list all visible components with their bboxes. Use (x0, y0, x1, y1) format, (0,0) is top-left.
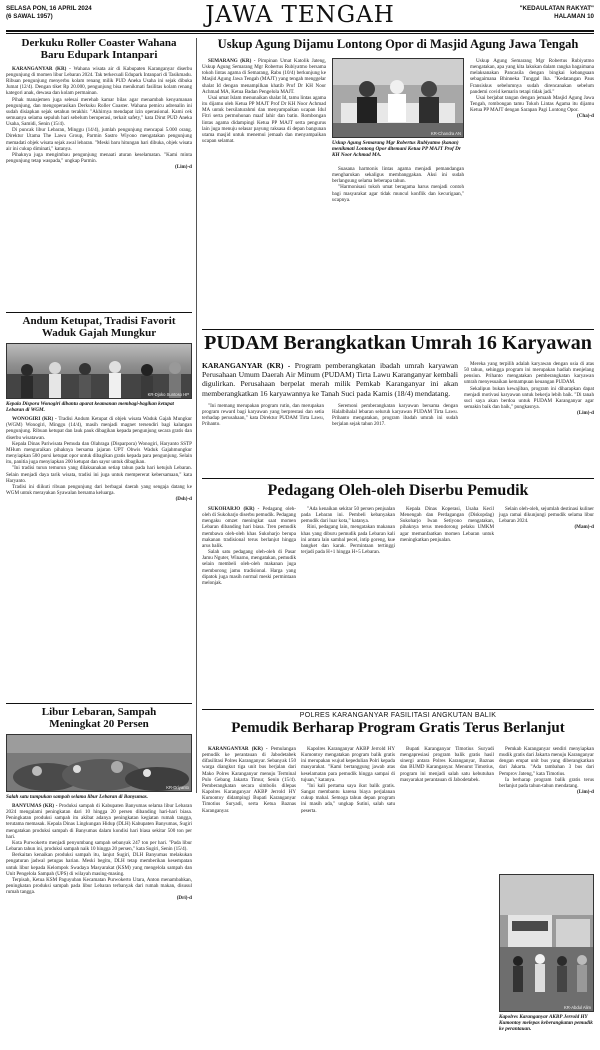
paragraph: Usai umat Islam menunaikan shalat Id, tamu lintas agama itu dijamu oleh Ketua PP MAJT Prof Dr KH Noor Achmad MA untuk bersilaturahmi dan menyampaikan ucapan Idul Fitri serta permohonan maaf lahir dan batin. Rombongan lintas agama didampingi Ketua PP MAJT serta pengurus lain juga menuju selasar payung raksasa di depan bangunan utama masjid untuk menemui jemaah dan menyampaikan ucapan selamat. (202, 94, 326, 145)
dateline: BANYUMAS (KR) - (12, 802, 58, 809)
paragraph: Pihaknya juga mengimbau pengunjung menaati aturan keselamatan. "Kami minta pengunjung tetap waspada," ungkap Parmin. (6, 151, 192, 165)
article-pemudik (202, 712, 594, 1044)
masthead-rule (6, 30, 594, 32)
bus-photo-illustration (500, 875, 593, 1011)
photo-credit: KR-Abdul Alim (564, 1005, 591, 1010)
paragraph: Pimpinan Umat Katolik Jateng, Uskup Agung Semarang Mgr Robertus Rubiyatmo bersama tokoh lintas agama di Semarang, Rabu (10/4) berkunjung ke Masjid Agung Jawa Tengah (MAJT) yang tengah menggelar shalat Id dengan menampilkan khatib Prof Dr KH Noor Achmad MA, Ketua Badan Pengelola MAJT. (202, 58, 327, 95)
paragraph: Produksi sampah di Kabupaten Banyumas selama libur Lebaran 2024 mengalami peningkatan dari 10 hingga 20 persen dibanding hari-hari biasa. Peningkatan produksi sampah itu akibat adanya peningkatan kegiatan rumah tangga, terutama memasak. Kepala Dinas Lingkungan Hidup (DLH) Kabupaten Banyumas, Sugiri mengatakan produksi sampah di Banyumas dalam kondisi hari biasa sekitar 500 ton per hari. (6, 802, 192, 840)
paragraph: Seremoni pemberangkatan karyawan bersama dengan Halalbihalal lebaran seluruh karyawan PUDAM Tirta Lawu. Prihanto mengatakan, program ibadah umrah ini sudah berjalan sejak tahun 2017. (332, 403, 458, 428)
page-number: HALAMAN 10 (554, 13, 594, 20)
page-section-title: JAWA TENGAH (205, 2, 395, 28)
article-headline: Pedagang Oleh-oleh Diserbu Pemudik (267, 482, 529, 499)
article-body-column-1 (202, 403, 324, 475)
author-code: (Dri)-d (176, 895, 192, 902)
article-headline: Uskup Agung Dijamu Lontong Opor di Masjid Agung Jawa Tengah (217, 38, 579, 51)
article-separator (202, 709, 594, 710)
dateline: KARANGANYAR (KR) - (208, 746, 268, 752)
article-headline: PUDAM Berangkatkan Umrah 16 Karyawan (204, 333, 592, 354)
article-separator (202, 478, 594, 479)
dateline: KARANGANYAR (KR) - (202, 361, 291, 370)
article-body-column-3 (470, 58, 594, 324)
crowd-photo-illustration (7, 344, 191, 398)
article-body-column-4 (499, 506, 594, 706)
photo-caption: Salah satu tumpukan sampah selama libur Lebaran di Banyumas. (6, 793, 148, 800)
paragraph: "Ada kenaikan sekitar 50 persen penjualan pada Lebaran ini. Pembeli kebanyakan pemudik dari luar kota," katanya. (301, 506, 395, 525)
article-pedagang (202, 482, 594, 706)
masthead-date (6, 5, 146, 21)
article-body-column-2 (332, 403, 458, 475)
meeting-photo-illustration (333, 59, 463, 137)
date-line: SELASA PON, 16 APRIL 2024 (6, 5, 92, 12)
article-body (6, 66, 192, 171)
paragraph: Tradisi ini diikuti ribuan pengunjung dari berbagai daerah yang sengaja datang ke WGM untuk merayakan Syawalan bersama keluarga. (6, 483, 192, 497)
author-code: (Lim)-d (577, 789, 594, 796)
paragraph: Suasana harmonis lintas agama menjadi pemandangan mengharukan sekaligus membanggakan. Aksi ini sudah berlangsung selama beberapa tahun. (332, 166, 464, 185)
article-headline: Pemudik Berharap Program Gratis Terus Berlanjut (231, 720, 565, 736)
paragraph: Kota Purwokerto menjadi penyumbang sampah sebanyak 247 ton per hari. "Pada libur Lebaran tahun ini, produksi sampah naik 10 hingga 20 persen," kata Sugiri, Senin (15/4). (6, 839, 192, 853)
hijri-date-line: (6 SAWAL 1957) (6, 13, 53, 20)
photo-credit: KR-Chandra AN (430, 131, 461, 136)
paragraph: Kepala Dinas Koperasi, Usaha Kecil Menengah dan Perdagangan (Diskopdag) Sukoharjo Iwan Setiyono mengatakan, pihaknya terus mendorong pelaku UMKM agar memanfaatkan momen Lebaran untuk meningkatkan penjualan. (400, 506, 494, 543)
dateline: SEMARANG (KR) - (208, 58, 256, 64)
photo-caption: Kapolres Karanganyar AKBP Jerrold HY Kumontoy melepas keberangkatan pemudik ke perantauan. (499, 1014, 593, 1033)
article-body-column-1 (202, 506, 296, 706)
paragraph: "Harmonisasi tokoh umat beragama harus menjadi contoh bagi masyarakat agar tidak muncul konflik dan kecurigaan," ucapnya. (332, 184, 464, 203)
paragraph: "Ini memang merupakan program rutin, dan merupakan program reward bagi karyawan yang berprestasi dan setia terhadap perusahaan," kata Direktur PUDAM Tirta Lawu, Prihanto. (202, 403, 324, 428)
paragraph: Berkaitan kenaikan produksi sampah itu, lanjut Sugiri, DLH Banyumas melakukan pengaturan jadwal petugas harian. Meski begitu, DLH tetap memberikan kesempatan untuk libur kepada Kelompok Swadaya Masyarakat (KSM) yang mengelola sampah dan Unit Pengelola Sampah (UPS) di wilayah masing-masing. (6, 852, 192, 877)
photo-credit: KR-Driyanto (166, 784, 189, 790)
paragraph: Selain oleh-oleh, sejumlah destinasi kuliner juga ramai dikunjungi pemudik selama libur Lebaran 2024. (499, 506, 594, 525)
article-roller-coaster (6, 38, 192, 310)
article-body-column-3 (400, 746, 494, 1044)
paragraph: Salah satu pedagang oleh-oleh di Pasar Jamu Nguter, Winarno, mengatakan, pemudik selain membeli oleh-oleh makanan juga memborong jamu tradisional. Harga yang dipatok juga masih normal meski permintaan melonjak. (202, 549, 296, 586)
article-kicker: POLRES KARANGANYAR FASILITASI ANGKUTAN BALIK (299, 712, 497, 719)
paragraph: Rini, pedagang lain, mengatakan makanan khas yang diburu pemudik pada Lebaran kali ini antara lain sambal pecel, intip goreng, kue bangket dan karak. Permintaan tertinggi terjadi pada H+1 hingga H+5 Lebaran. (301, 524, 395, 556)
paragraph: Bupati Karanganyar Timotius Suryadi mengapresiasi program balik gratis hasil sinergi antara Polres Karanganyar, Baznas dan BUMD Karanganyar. Menurut Timotius, program ini menjadi salah satu kebutuhan masyarakat perantauan di Jabodetabek. (400, 746, 494, 783)
garbage-photo-illustration (7, 735, 191, 791)
paragraph: Uskup Agung Semarang Mgr Robertus Rubiyatmo mengatakan, apa yang kita lakukan dalam rangka bagaimana melaksanakan Pancasila dengan bingkai kebangsaan sebagaimana Bhinneka Tunggal Ika. "Kedatangan Paus Fransiskus sebelumnya sudah direncanakan sebelum pandemi covid kemarin tetapi tidak jadi." (470, 58, 594, 95)
article-body-column-4 (499, 746, 594, 870)
masthead-rule-thin (6, 33, 594, 34)
article-body-column-1 (202, 746, 296, 1044)
article-separator (202, 329, 594, 330)
paragraph: "Ini kali pertama saya ikut balik gratis. Sangat membantu karena biaya perjalanan cukup mahal. Semoga tahun depan program ini masih ada," ungkap Sutini, salah satu peserta. (301, 782, 395, 814)
paragraph: Di puncak libur Lebaran, Minggu (14/4), jumlah pengunjung mencapai 5.000 orang. Direktur Utama The Lawu Group, Parmin Sastro Wiyono mengatakan pengunjung memadati objek wisata sejak awal lebaran. "Meski baru hitungan hari dibuka, objek wisata air ini cukup diminati," katanya. (6, 127, 192, 152)
article-body-column-2 (332, 166, 464, 324)
dateline: KARANGANYAR (KR) - (12, 65, 71, 72)
article-separator (6, 312, 192, 313)
article-uskup-agung (202, 38, 594, 326)
paragraph: Pemkab Karanganyar sendiri menyiapkan mudik gratis dari Jakarta menuju Karanganyar dengan empat unit bus yang diberangkatkan dari Jakarta. "Ada tambahan 3 bus dari Pemprov Jateng," kata Timotius. (499, 746, 594, 777)
paragraph: Sekalipun bukan kewajiban, program ini diharapkan dapat menjadi motivasi karyawan untuk bekerja lebih baik. "Di tanah suci saya akan berdoa untuk PUDAM Karanganyar agar semakin baik dan baik," pungkasnya. (464, 385, 594, 411)
author-code: (Dsh)-d (175, 496, 192, 503)
author-code: (Mam)-d (574, 524, 594, 531)
paragraph: Pedagang oleh-oleh di Sukoharjo diserbu pemudik. Pedagang mengaku omzet meningkat saat momen Lebaran dibanding hari biasa. Tren pemudik membawa oleh-oleh khas Sukoharjo berupa makanan tradisional terus berlanjut hingga arus balik. (202, 506, 296, 549)
column-divider (196, 38, 197, 793)
photo-credit: KR-Djoko Suntoso HP (147, 391, 189, 397)
photo-uskup (332, 58, 464, 138)
article-sampah (6, 707, 192, 1043)
tagline: "KEDAULATAN RAKYAT" (519, 5, 594, 12)
masthead-right (454, 5, 594, 21)
paragraph: "Ini tradisi turun temurun yang dilaksanakan setiap tahun pada hari ketujuh Lebaran. Selain menjadi daya tarik wisata, tradisi ini juga untuk mempererat kebersamaan," kata Haryanto. (6, 465, 192, 484)
article-body-column-2 (301, 506, 395, 706)
article-headline: Libur Lebaran, Sampah Meningkat 20 Persen (41, 707, 157, 730)
article-intro (202, 361, 458, 399)
article-pudam (202, 333, 594, 475)
dateline: WONOGIRI (KR) - (12, 416, 57, 423)
article-body-column-3 (400, 506, 494, 706)
paragraph: Kepala Dinas Pariwisata Pemuda dan Olahraga (Disparpora) Wonogiri, Haryanto SSTP MHum menguraikan pihaknya bersama jajaran UPT Obwis Waduk Gajahmungkur menyiapkan 500 porsi ketupat opor untuk dibagikan gratis kepada para pengunjung. Selain itu, panitia juga menyiapkan 200 ketupat dan sayur untuk dibagikan. (6, 440, 192, 466)
paragraph: Usai berjabat tangan dengan jemaah Masjid Agung Jawa Tengah, rombongan tamu Tokoh Lintas Agama itu dijamu Ketua PP MAJT dengan Sarapan Pagi Lontong Opor. (470, 94, 594, 114)
photo-caption: Kepala Dispora Wonogiri dibantu aparat keamanan membagi-bagikan ketupat Lebaran di WGM. (6, 400, 174, 413)
article-headline: Derkuku Roller Coaster Wahana Baru Edupark Intanpari (21, 38, 177, 61)
article-separator (6, 703, 192, 704)
article-gajah-mungkur (6, 316, 192, 702)
article-headline: Andum Ketupat, Tradisi Favorit Waduk Gajah Mungkur (22, 316, 176, 339)
paragraph: Wahana wisata air di Kabupaten Karanganyar diserbu pengunjung di momen libur Lebaran 2024. Tak terkecuali Edupark Intanpari di Tasikmadu. Ribuan pengunjung menyerbu kolam renang milik PUD Aneka Usaha ini sejak dibuka Jumat (12/4). Dengan tiket Rp 20.000, pengunjung bisa menikmati fasilitas kolam renang kategori anak, dewasa dan kolam permainan. (6, 65, 192, 97)
author-code: (Lim)-d (175, 164, 192, 171)
article-body-column-1 (202, 58, 326, 324)
paragraph: Pihak manajemen juga selesai merehab kamar bilas agar menambah kenyamanan pengunjung, dan mengoperasikan Derkuku Roller Coaster. Wahana pemicu adrenalin ini sudah disiapkan sejak setahun terakhir. "Akhirnya mendapat izin operasional. Kami cek semuanya selama sepuluh hari sebelum beroperasi, terkait safety," kata Dirut PUD Aneka Usaha, Samidi, Senin (15/4). (6, 96, 192, 128)
photo-pemudik (499, 874, 594, 1012)
paragraph: Mereka yang terpilih adalah karyawan dengan usia di atas 50 tahun, sehingga program ini merupakan hadiah menjelang pensiun. Prihanto mengatakan pemberangkatan karyawan umrah menyesuaikan kemampuan keuangan PUDAM. (464, 361, 594, 386)
paragraph: Terpisah, Ketua KSM Paguyuban Kecamatan Purwokerto Utara, Anton menambahkan, peningkatan produksi sampah pada libur Lebaran terbanyak dari rumah makan, disusul rumah tangga. (6, 876, 192, 896)
photo-sampah (6, 734, 192, 792)
author-code: (Lim)-d (577, 410, 594, 417)
author-code: (Cha)-d (577, 113, 594, 120)
photo-ketupat (6, 343, 192, 399)
article-body (6, 416, 192, 502)
article-body-column-3 (464, 361, 594, 475)
article-body (6, 803, 192, 902)
photo-caption: Uskup Agung Semarang Mgr Robertus Rubiyatmo (kanan) menikmati Lontong Opor ditemani Ketua PP MAJT Prof Dr KH Noor Achmad MA. (332, 140, 461, 159)
paragraph: Tradisi Andum Ketupat di objek wisata Waduk Gajah Mungkur (WGM) Wonogiri, Minggu (14/4), masih menjadi magnet tersendiri bagi kalangan pengunjung. Ribuan ketupat dan lauk pauk dibagikan kepada pengunjung secara gratis dan diserbu wisatawan. (6, 416, 192, 441)
intro-text: Program pemberangkatan ibadah umrah karyawan Perusahaan Umum Daerah Air Minum (PUDAM) Tirta Lawu Karanganyar kembali digulirkan. Perusahaan berpelat merah milik Pemkab Karanganyar ini akan memberangkatkan 16 karyawannya ke Tanah Suci pada Kamis (18/4) mendatang. (202, 361, 458, 398)
paragraph: Pemulangan pemudik ke perantauan di Jabodetabek difasilitasi Polres Karanganyar. Sebanyak 150 warga diangkut tiga unit bus berjalan dari Mako Polres Karanganyar menuju Terminal Pulo Gebang Jakarta Timur, Senin (15/4). Pemberangkatan secara simbolis dilepas Kapolres Karanganyar AKBP Jerrold HY Kumontoy didampingi Bupati Karanganyar Timotius Suryadi, serta Ketua Baznas Karanganyar. (202, 746, 296, 814)
dateline: SUKOHARJO (KR) - (208, 506, 260, 512)
article-body-column-2 (301, 746, 395, 1044)
paragraph: Ia berharap program balik gratis terus berlanjut pada tahun-tahun mendatang. (499, 776, 594, 789)
paragraph: Kapolres Karanganyar AKBP Jerrold HY Kumontoy mengatakan program balik gratis ini merupakan wujud kepedulian Polri kepada masyarakat. "Kami bertanggung jawab atas keselamatan para pemudik hingga sampai di tujuan," katanya. (301, 746, 395, 783)
